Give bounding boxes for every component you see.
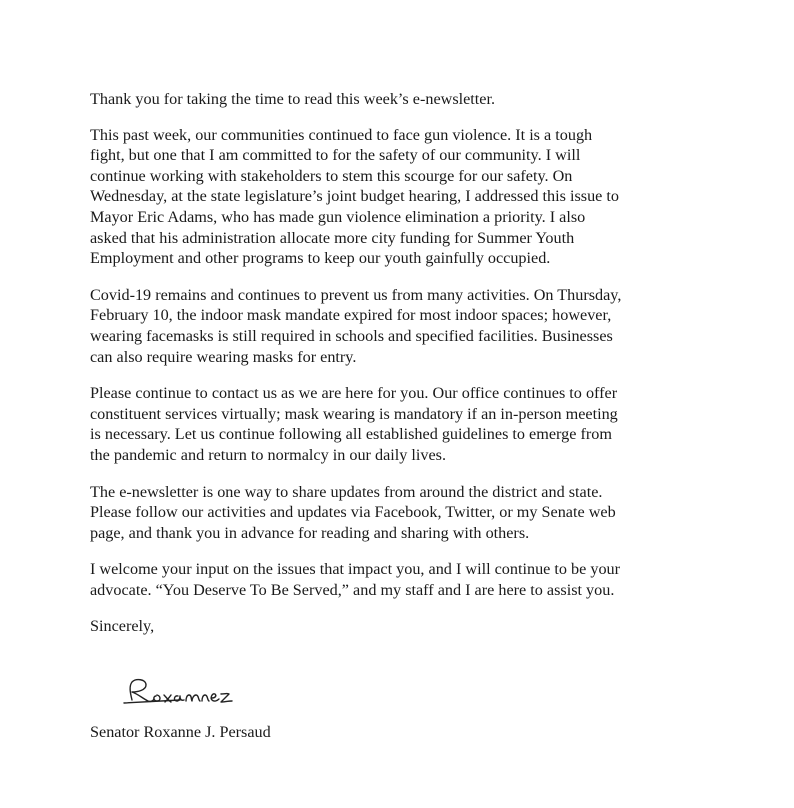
signature-text: Roxanne <box>120 672 124 673</box>
intro-paragraph: Thank you for taking the time to read this week’s e-newsletter. <box>90 90 496 108</box>
newsletter-paragraph: The e-newsletter is one way to share updates from around the district and state. Please follow our activities and updates via Facebook, Twitter, or my Senate web page, and thank you in advance for reading and sharing with others. <box>90 482 616 542</box>
closing-salutation: Sincerely, <box>90 617 155 636</box>
letter-body <box>90 89 720 637</box>
welcome-paragraph: I welcome your input on the issues that impact you, and I will continue to be your advocate. “You Deserve To Be Served,” and my staff and I are here to assist you. <box>90 560 621 599</box>
gun-violence-paragraph: This past week, our communities continued to face gun violence. It is a tough fight, but one that I am committed to for the safety of our community. I will continue working with stakeholders to stem this scourge for our safety. On Wednesday, at the state legislature’s joint budget hearing, I addressed this issue to Mayor Eric Adams, who has made gun violence elimination a priority. I also asked that his administration allocate more city funding for Summer Youth Employment and other programs to keep our youth gainfully occupied. <box>90 125 619 268</box>
covid-paragraph: Covid-19 remains and continues to prevent us from many activities. On Thursday, February 10, the indoor mask mandate expired for most indoor spaces; however, wearing facemasks is still required in schools and specified facilities. Businesses can also require wearing masks for entry. <box>90 285 622 366</box>
signer-name: Senator Roxanne J. Persaud <box>90 723 271 741</box>
handwritten-signature <box>120 672 270 712</box>
contact-paragraph: Please continue to contact us as we are here for you. Our office continues to offer constituent services virtually; mask wearing is mandatory if an in-person meeting is necessary. Let us continue following all established guidelines to emerge from the pandemic and return to normalcy in our daily lives. <box>90 384 618 464</box>
